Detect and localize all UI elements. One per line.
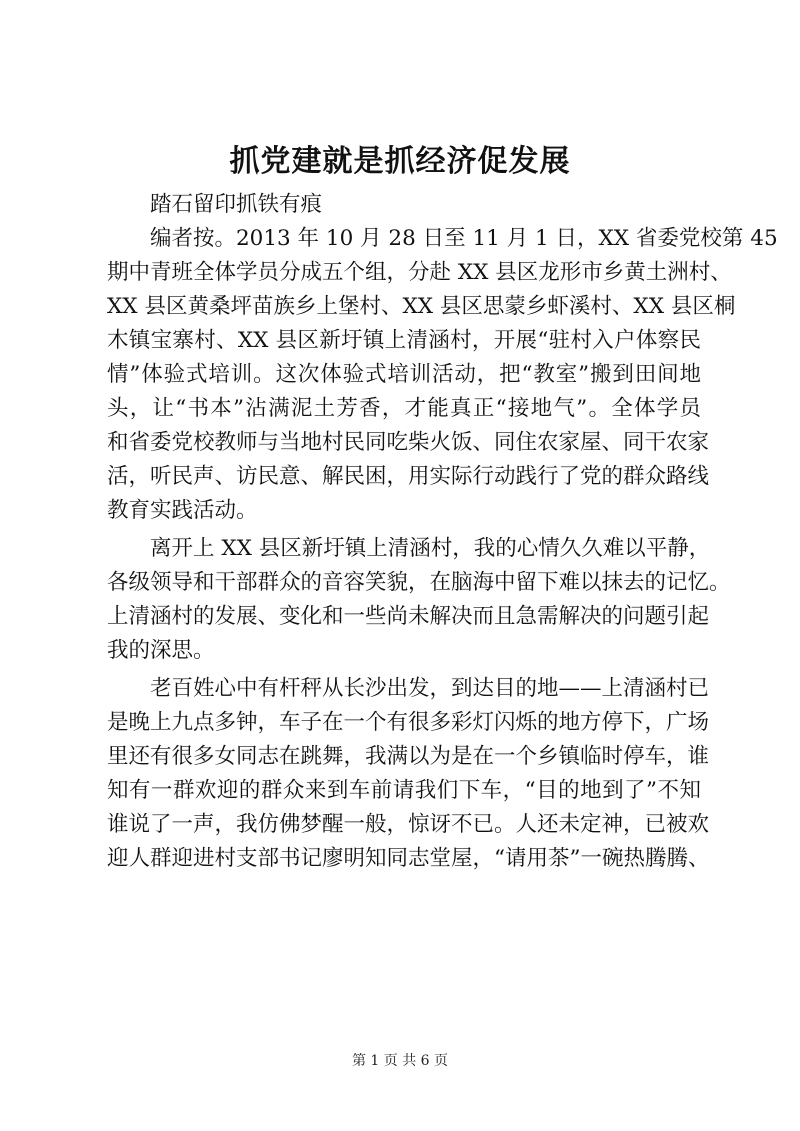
paragraph-line: 知有一群欢迎的群众来到车前请我们下车，“目的地到了”不知 xyxy=(107,778,701,803)
paragraph-line: 是晚上九点多钟，车子在一个有很多彩灯闪烁的地方停下，广场 xyxy=(107,710,710,735)
paragraph-line: XX 县区黄桑坪苗族乡上堡村、XX 县区思蒙乡虾溪村、XX 县区桐 xyxy=(107,294,736,319)
page-footer: 第 1 页 共 6 页 xyxy=(351,1053,449,1069)
paragraph-line: 迎人群迎进村支部书记廖明知同志堂屋，“请用茶”一碗热腾腾、 xyxy=(107,846,710,871)
paragraph-line: 木镇宝寨村、XX 县区新圩镇上清涵村，开展“驻村入户体察民 xyxy=(107,328,701,353)
paragraph-line: 各级领导和干部群众的音容笑貌，在脑海中留下难以抹去的记忆。 xyxy=(107,570,731,595)
paragraph-line: 离开上 XX 县区新圩镇上清涵村，我的心情久久难以平静， xyxy=(150,536,711,561)
paragraph-line: 和省委党校教师与当地村民同吃柴火饭、同住农家屋、同干农家 xyxy=(107,430,710,455)
paragraph-line: 情”体验式培训。这次体验式培训活动，把“教室”搬到田间地 xyxy=(107,362,701,387)
paragraph-line: 我的深思。 xyxy=(107,638,215,663)
paragraph-line: 活，听民声、访民意、解民困，用实际行动践行了党的群众路线 xyxy=(107,464,710,489)
paragraph-line: 教育实践活动。 xyxy=(107,498,258,523)
paragraph-line: 踏石留印抓铁有痕 xyxy=(150,192,323,217)
paragraph-line: 里还有很多女同志在跳舞，我满以为是在一个乡镇临时停车，谁 xyxy=(107,744,710,769)
paragraph-line: 上清涵村的发展、变化和一些尚未解决而且急需解决的问题引起 xyxy=(107,604,710,629)
paragraph-line: 编者按。2013 年 10 月 28 日至 11 月 1 日，XX 省委党校第 45 xyxy=(150,226,778,251)
paragraph-line: 头，让“书本”沾满泥土芳香，才能真正“接地气”。全体学员 xyxy=(107,396,701,421)
document-title: 抓党建就是抓经济促发展 xyxy=(229,144,571,179)
paragraph-line: 谁说了一声，我仿佛梦醒一般，惊讶不已。人还未定神，已被欢 xyxy=(107,812,710,837)
paragraph-line: 期中青班全体学员分成五个组，分赴 XX 县区龙形市乡黄土洲村、 xyxy=(107,260,732,285)
document-body xyxy=(107,188,778,876)
paragraph-line: 老百姓心中有杆秤从长沙出发，到达目的地——上清涵村已 xyxy=(150,676,710,701)
